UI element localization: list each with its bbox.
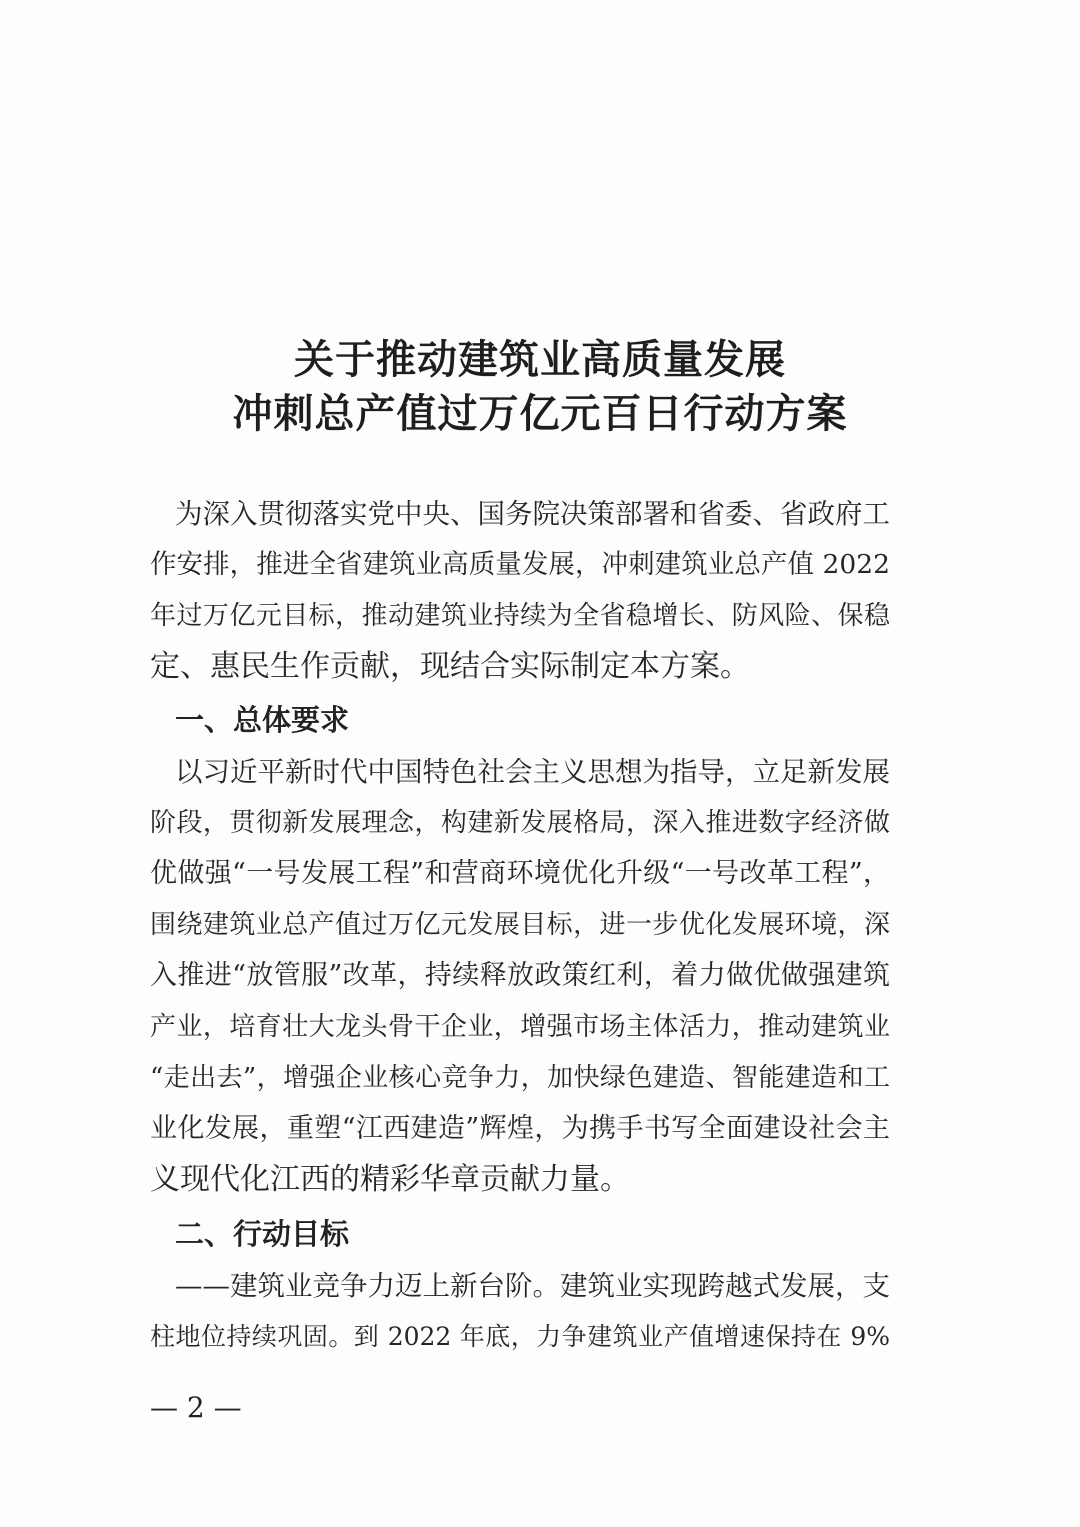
section1-line: 业化发展，重塑“江西建造”辉煌，为携手书写全面建设社会主 <box>150 1113 890 1144</box>
section1-line: 入推进“放管服”改革，持续释放政策红利，着力做优做强建筑 <box>150 960 890 991</box>
page-number: — 2 — <box>150 1391 242 1424</box>
document-title-line-2: 冲刺总产值过万亿元百日行动方案 <box>232 390 848 437</box>
intro-line: 为深入贯彻落实党中央、国务院决策部署和省委、省政府工 <box>175 498 890 530</box>
section1-line: 围绕建筑业总产值过万亿元发展目标，进一步优化发展环境，深 <box>150 910 890 940</box>
section1-line: 阶段，贯彻新发展理念，构建新发展格局，深入推进数字经济做 <box>150 808 890 838</box>
section2-line: 柱地位持续巩固。到 2022 年底，力争建筑业产值增速保持在 9% <box>150 1322 890 1351</box>
section1-line: 产业，培育壮大龙头骨干企业，增强市场主体活力，推动建筑业 <box>150 1012 890 1042</box>
section1-line: 优做强“一号发展工程”和营商环境优化升级“一号改革工程”， <box>150 858 890 889</box>
section1-line: “走出去”，增强企业核心竞争力，加快绿色建造、智能建造和工 <box>150 1063 890 1093</box>
intro-line: 年过万亿元目标，推动建筑业持续为全省稳增长、防风险、保稳 <box>150 601 890 631</box>
document-title-line-1: 关于推动建筑业高质量发展 <box>294 336 786 383</box>
intro-line: 作安排，推进全省建筑业高质量发展，冲刺建筑业总产值 2022 <box>150 549 890 580</box>
section1-line: 义现代化江西的精彩华章贡献力量。 <box>150 1162 630 1197</box>
section-heading-action-goals: 二、行动目标 <box>175 1217 350 1251</box>
section1-line: 以习近平新时代中国特色社会主义思想为指导，立足新发展 <box>175 756 890 788</box>
intro-line: 定、惠民生作贡献，现结合实际制定本方案。 <box>150 649 750 684</box>
section2-line: ——建筑业竞争力迈上新台阶。建筑业实现跨越式发展，支 <box>175 1270 890 1302</box>
section-heading-overall-requirements: 一、总体要求 <box>175 703 350 737</box>
